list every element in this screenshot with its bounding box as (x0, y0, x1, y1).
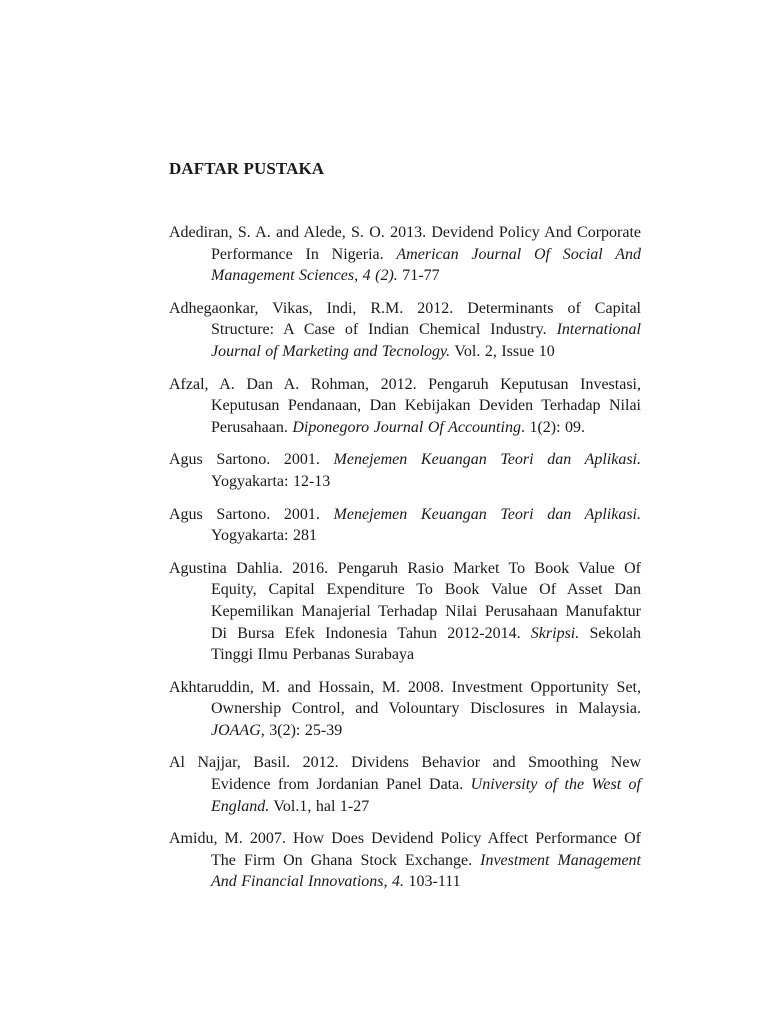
reference-text: Afzal, A. Dan A. Rohman, 2012. Pengaruh Keputusan Investasi, Keputusan Pendanaan, Dan Kebijakan Deviden Terhadap Nilai Perusahaan. (169, 375, 641, 436)
reference-list (169, 222, 641, 904)
reference-text: 103-111 (404, 873, 461, 891)
reference-text: Akhtaruddin, M. and Hossain, M. 2008. Investment Opportunity Set, Ownership Control, and Volountary Disclosures in Malaysia. (169, 678, 641, 718)
reference-entry (169, 374, 641, 439)
page-title: DAFTAR PUSTAKA (169, 159, 325, 178)
reference-text: Agus Sartono. 2001. (169, 451, 334, 469)
reference-title-italic: Menejemen Keuangan Teori dan Aplikasi. (333, 505, 642, 523)
reference-text: Adediran, S. A. and Alede, S. O. 2013. Devidend Policy And Corporate Performance In Nigeria. (169, 224, 641, 263)
reference-entry (169, 449, 641, 492)
reference-title-italic: Diponegoro Journal Of Accounting (292, 418, 521, 436)
reference-entry (169, 828, 641, 893)
reference-entry (169, 752, 641, 817)
reference-text: Vol.1, hal 1-27 (269, 797, 370, 815)
reference-text: Agus Sartono. 2001. (169, 505, 334, 523)
reference-title-italic: Investment Management And Financial Innovations, 4. (211, 851, 641, 891)
reference-entry (169, 677, 641, 742)
reference-text: Yogyakarta: 12-13 (211, 472, 331, 490)
reference-text: 3(2): 25-39 (264, 721, 343, 739)
reference-text: Vol. 2, Issue 10 (450, 342, 555, 360)
reference-text: . 1(2): 09. (520, 418, 586, 436)
reference-text: Yogyakarta: 281 (211, 527, 317, 545)
reference-text: Amidu, M. 2007. How Does Devidend Policy Affect Performance Of The Firm On Ghana Stock Exchange. (169, 830, 641, 869)
reference-title-italic: American Journal Of Social And Management Sciences, 4 (2). (211, 245, 642, 285)
reference-entry (169, 558, 641, 666)
reference-title-italic: Menejemen Keuangan Teori dan Aplikasi. (333, 451, 642, 469)
reference-entry (169, 298, 641, 363)
reference-text: Al Najjar, Basil. 2012. Dividens Behavior and Smoothing New Evidence from Jordanian Panel Data. (169, 754, 641, 794)
reference-title-italic: University of the West of England. (211, 776, 642, 815)
reference-text: 71-77 (397, 267, 440, 285)
reference-title-italic: JOAAG, (211, 721, 265, 739)
reference-entry (169, 504, 641, 547)
reference-text: Agustina Dahlia. 2016. Pengaruh Rasio Market To Book Value Of Equity, Capital Expenditure To Book Value Of Asset Dan Kepemilikan Manajerial Terhadap Nilai Perusahaan Manufaktur Di Bursa Efek Indonesia Tahun 2012-2014. (169, 559, 641, 642)
reference-text: Sekolah Tinggi Ilmu Perbanas Surabaya (211, 624, 642, 664)
reference-title-italic: International Journal of Marketing and Tecnology. (211, 321, 641, 360)
reference-title-italic: Skripsi. (530, 624, 580, 642)
reference-entry (169, 222, 641, 287)
reference-text: Adhegaonkar, Vikas, Indi, R.M. 2012. Determinants of Capital Structure: A Case of Indian Chemical Industry. (169, 299, 641, 339)
